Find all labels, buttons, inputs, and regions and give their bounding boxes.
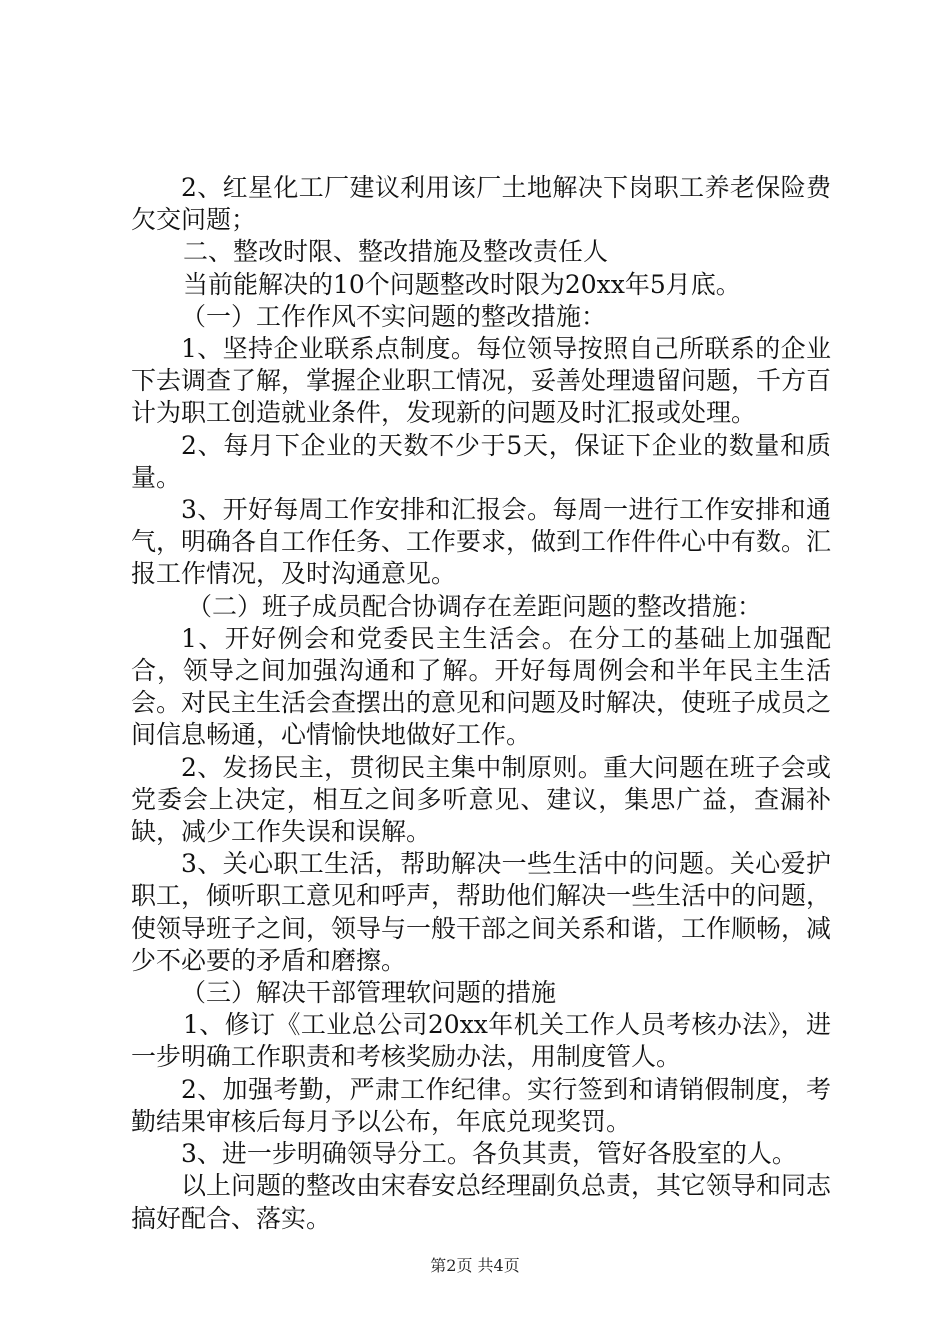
paragraph-measure-2-2: 2、发扬民主，贯彻民主集中制原则。重大问题在班子会或党委会上决定，相互之间多听意见、建议，集思广益，查漏补缺，减少工作失误和误解。 — [131, 752, 831, 847]
paragraph-measure-1-2: 2、每月下企业的天数不少于5天，保证下企业的数量和质量。 — [131, 430, 831, 492]
document-body — [131, 172, 831, 1235]
paragraph-measure-3-3: 3、进一步明确领导分工。各负其责，管好各股室的人。 — [181, 1139, 797, 1169]
paragraph-measure-1-3: 3、开好每周工作安排和汇报会。每周一进行工作安排和通气，明确各自工作任务、工作要求，做到工作件件心中有数。汇报工作情况，及时沟通意见。 — [131, 495, 832, 589]
page-footer — [0, 1256, 950, 1276]
paragraph-measure-3-1: 1、修订《工业总公司20xx年机关工作人员考核办法》，进一步明确工作职责和考核奖励办法，用制度管人。 — [131, 1010, 831, 1072]
paragraph-measure-1-1: 1、坚持企业联系点制度。每位领导按照自己所联系的企业下去调查了解，掌握企业职工情况，妥善处理遗留问题，千方百计为职工创造就业条件，发现新的问题及时汇报或处理。 — [131, 334, 832, 428]
paragraph-measure-3-2: 2、加强考勤，严肃工作纪律。实行签到和请销假制度，考勤结果审核后每月予以公布，年底兑现奖罚。 — [131, 1074, 831, 1136]
paragraph-responsibility: 以上问题的整改由宋春安总经理副负总责，其它领导和同志搞好配合、落实。 — [131, 1171, 832, 1233]
subsection-heading-3: （三）解决干部管理软问题的措施 — [181, 978, 557, 1008]
paragraph-item-2: 2、红星化工厂建议利用该厂土地解决下岗职工养老保险费欠交问题； — [131, 173, 831, 235]
paragraph-measure-2-1: 1、开好例会和党委民主生活会。在分工的基础上加强配合，领导之间加强沟通和了解。开好每周例会和半年民主生活会。对民主生活会查摆出的意见和问题及时解决，使班子成员之间信息畅通，心情愉快地做好工作。 — [131, 623, 832, 750]
subsection-heading-1: （一）工作作风不实问题的整改措施： — [181, 301, 607, 331]
paragraph-measure-2-3: 3、关心职工生活，帮助解决一些生活中的问题。关心爱护职工，倾听职工意见和呼声，帮助他们解决一些生活中的问题，使领导班子之间，领导与一般干部之间关系和谐，工作顺畅，减少不必要的矛盾和磨擦。 — [131, 849, 832, 975]
page-number-label: 第2页 共4页 — [430, 1256, 520, 1275]
section-heading-2: 二、整改时限、整改措施及整改责任人 — [183, 237, 609, 267]
subsection-heading-2: （二）班子成员配合协调存在差距问题的整改措施： — [187, 591, 763, 621]
paragraph-deadline: 当前能解决的10个问题整改时限为20xx年5月底。 — [183, 269, 741, 299]
